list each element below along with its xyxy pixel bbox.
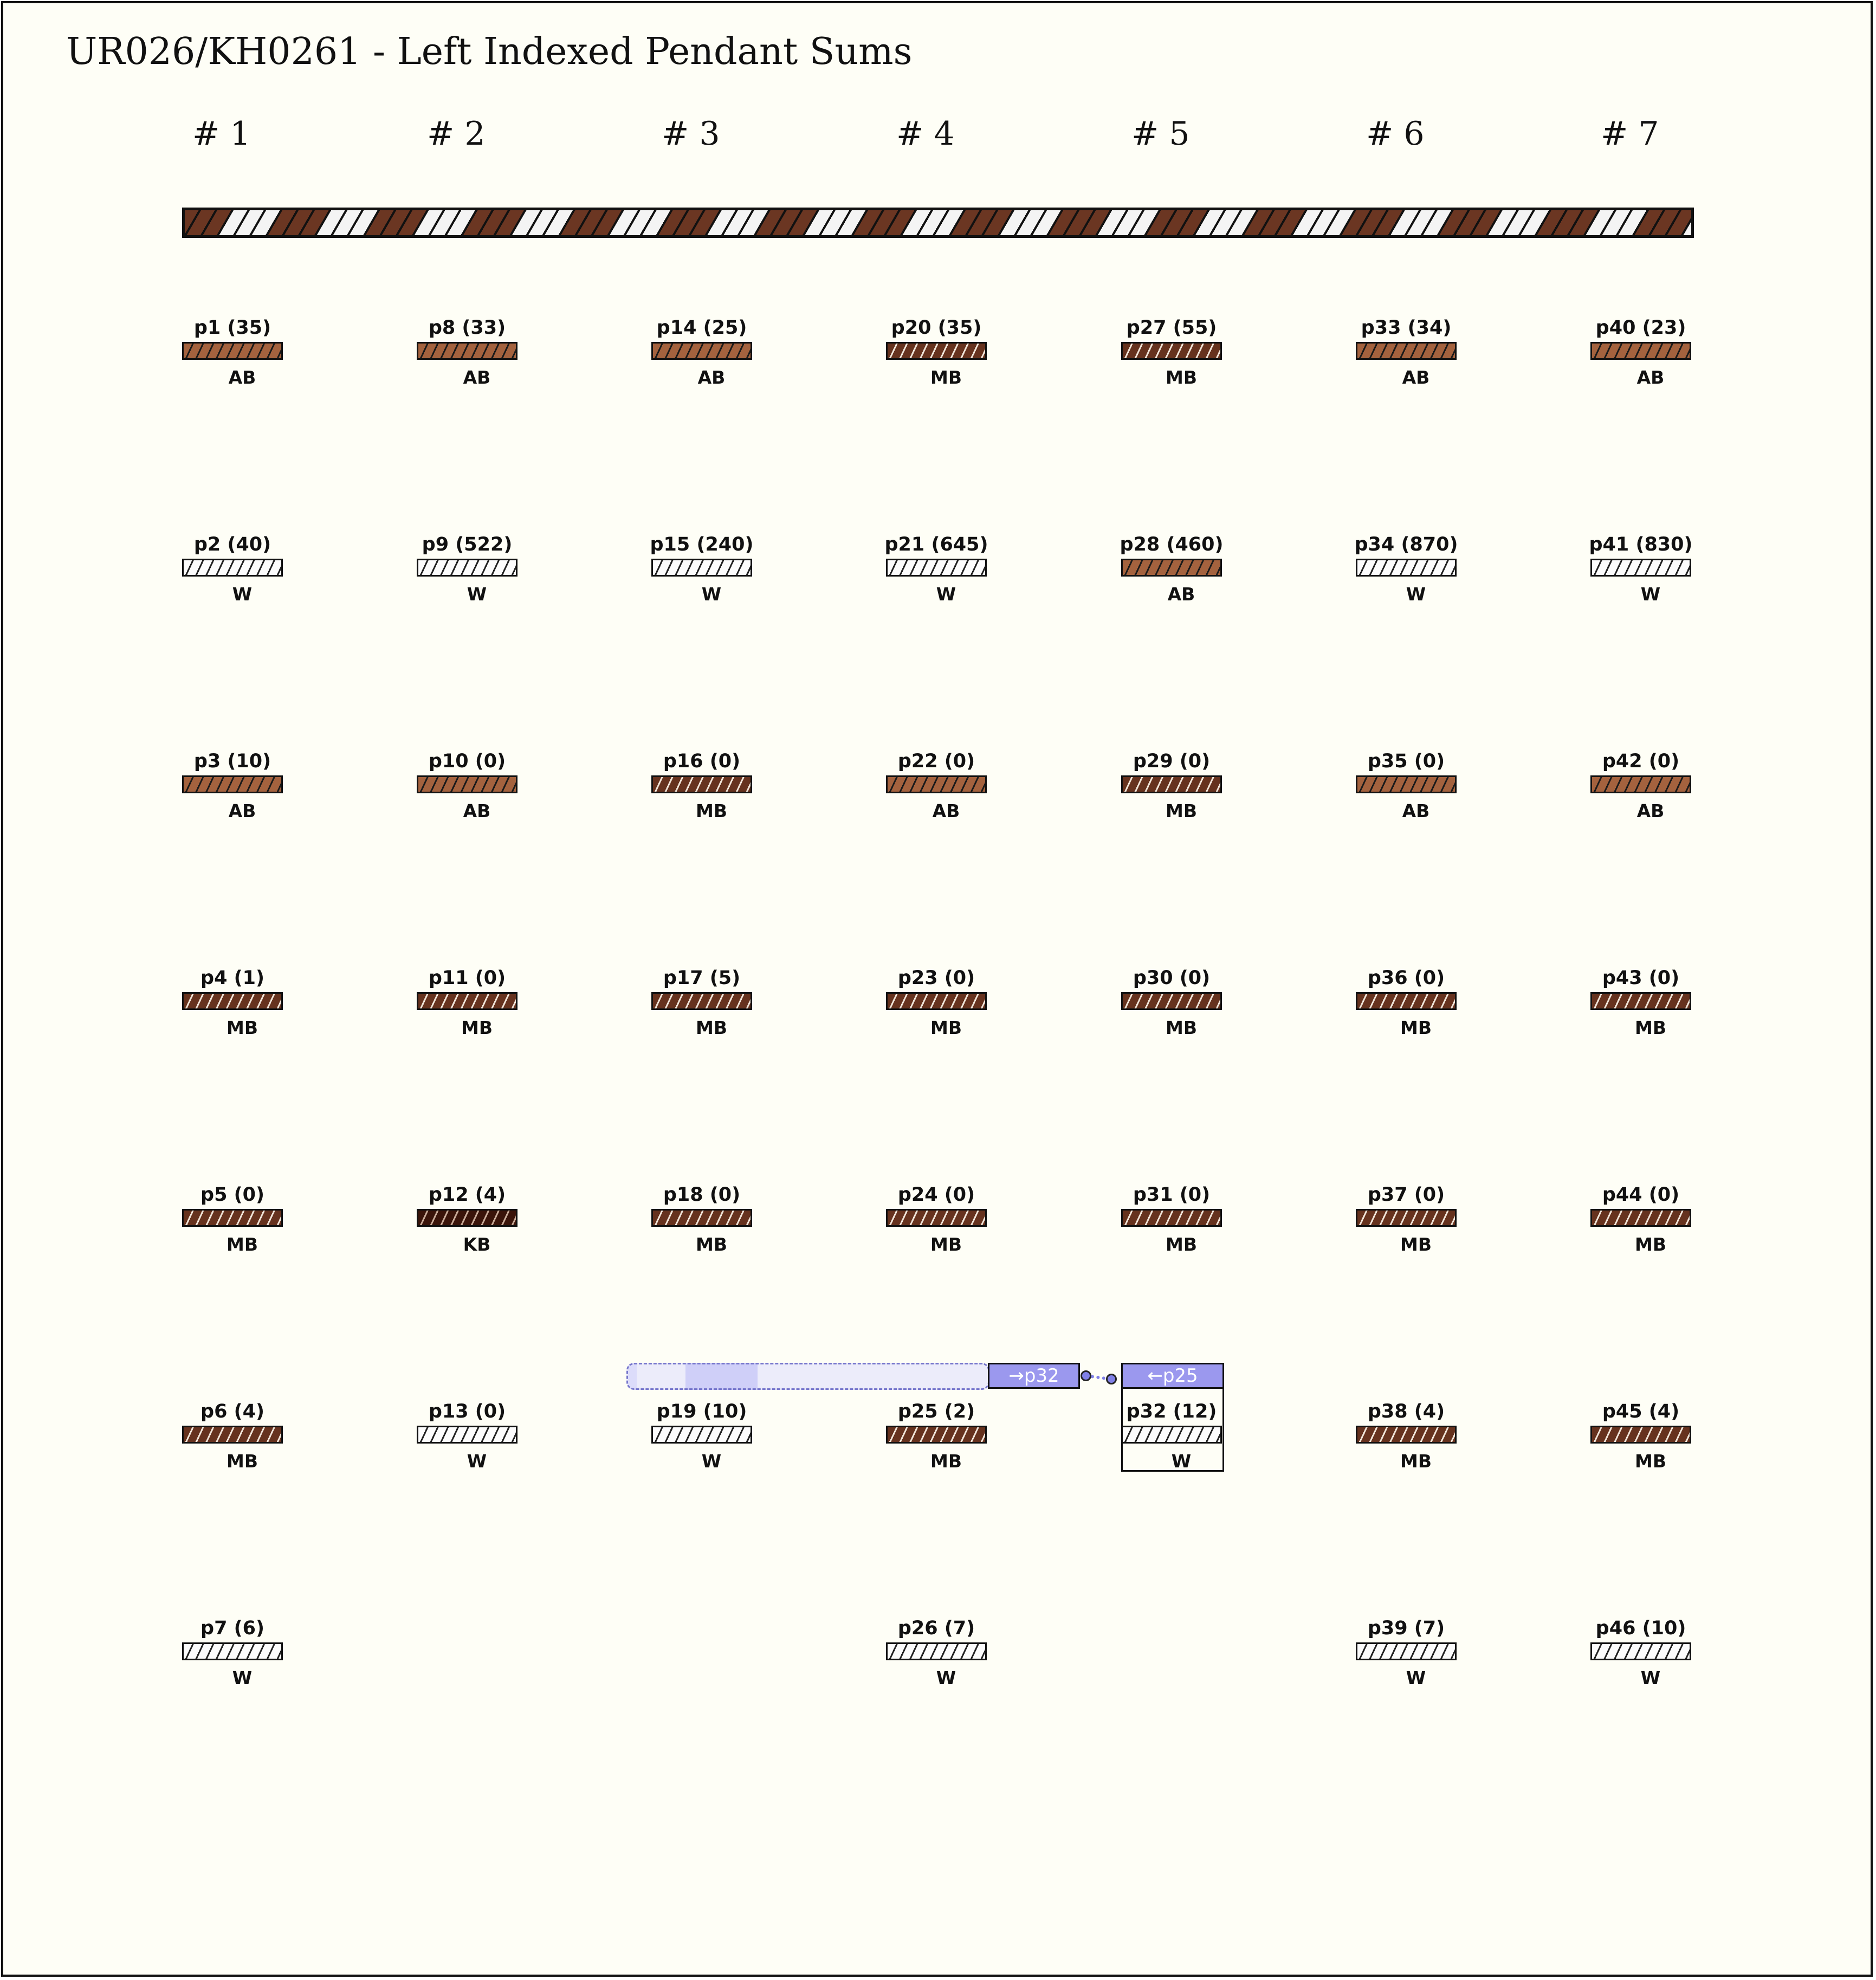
pendant-label[interactable]: p3 (10) xyxy=(193,750,271,772)
pendant-cord-mb[interactable] xyxy=(886,1209,987,1227)
pendant-cord-mb[interactable] xyxy=(886,1426,987,1444)
pendant-color-code: MB xyxy=(1400,1451,1432,1472)
pendant-label[interactable]: p25 (2) xyxy=(897,1401,975,1422)
pendant-color-code: MB xyxy=(696,1017,727,1038)
group-header: # 4 xyxy=(896,115,955,153)
pendant-color-code: AB xyxy=(1167,584,1195,605)
pendant-cord-mb[interactable] xyxy=(1590,992,1691,1010)
pendant-color-code: AB xyxy=(1402,367,1430,388)
pendant-label[interactable]: p14 (25) xyxy=(656,317,747,339)
pendant-sum-range-bar[interactable] xyxy=(626,1363,989,1390)
pendant-label[interactable]: p27 (55) xyxy=(1126,317,1217,339)
pendant-label[interactable]: p38 (4) xyxy=(1367,1401,1445,1422)
pendant-color-code: W xyxy=(701,1451,722,1472)
pendant-label[interactable]: p12 (4) xyxy=(428,1184,506,1206)
pendant-color-code: MB xyxy=(1635,1017,1666,1038)
pendant-label[interactable]: p39 (7) xyxy=(1367,1617,1445,1639)
pendant-label[interactable]: p7 (6) xyxy=(200,1617,264,1639)
pendant-cord-w[interactable] xyxy=(1356,1642,1457,1660)
group-header: # 2 xyxy=(427,115,486,153)
pendant-cord-ab[interactable] xyxy=(1356,775,1457,793)
pendant-color-code: W xyxy=(232,1667,253,1688)
pendant-color-code: AB xyxy=(228,367,256,388)
pendant-label[interactable]: p24 (0) xyxy=(897,1184,975,1206)
pendant-label[interactable]: p2 (40) xyxy=(193,534,271,555)
pendant-cord-mb[interactable] xyxy=(417,992,517,1010)
pendant-label[interactable]: p19 (10) xyxy=(656,1401,747,1422)
pendant-cord-w[interactable] xyxy=(651,559,752,577)
group-header: # 1 xyxy=(192,115,251,153)
pendant-cord-kb[interactable] xyxy=(417,1209,517,1227)
diagram-title: UR026/KH0261 - Left Indexed Pendant Sums xyxy=(66,30,913,73)
pendant-cord-ab[interactable] xyxy=(1590,775,1691,793)
pendant-cord-ab[interactable] xyxy=(1121,559,1222,577)
pendant-cord-mb[interactable] xyxy=(1121,992,1222,1010)
pendant-color-code: AB xyxy=(1636,367,1665,388)
pendant-label[interactable]: p41 (830) xyxy=(1589,534,1693,555)
pendant-cord-mb[interactable] xyxy=(1356,1209,1457,1227)
pendant-label[interactable]: p44 (0) xyxy=(1602,1184,1680,1206)
pendant-label[interactable]: p40 (23) xyxy=(1595,317,1686,339)
pendant-color-code: MB xyxy=(227,1451,258,1472)
pendant-color-code: W xyxy=(701,584,722,605)
pendant-label[interactable]: p5 (0) xyxy=(200,1184,264,1206)
pendant-color-code: MB xyxy=(1635,1451,1666,1472)
sum-target-tag[interactable]: →p32 xyxy=(988,1363,1080,1389)
pendant-color-code: MB xyxy=(930,1234,962,1255)
pendant-cord-ab[interactable] xyxy=(417,775,517,793)
pendant-label[interactable]: p9 (522) xyxy=(422,534,513,555)
pendant-color-code: W xyxy=(467,1451,487,1472)
pendant-cord-mb[interactable] xyxy=(651,1209,752,1227)
pendant-cord-mb[interactable] xyxy=(1590,1426,1691,1444)
pendant-color-code: W xyxy=(1171,1451,1192,1472)
pendant-color-code: MB xyxy=(930,367,962,388)
pendant-label[interactable]: p16 (0) xyxy=(663,750,741,772)
pendant-label[interactable]: p6 (4) xyxy=(200,1401,264,1422)
group-header: # 5 xyxy=(1131,115,1190,153)
pendant-cord-w[interactable] xyxy=(651,1426,752,1444)
pendant-color-code: W xyxy=(1640,1667,1661,1688)
pendant-cord-mb[interactable] xyxy=(886,342,987,360)
pendant-color-code: MB xyxy=(1166,1017,1197,1038)
pendant-color-code: W xyxy=(1406,584,1426,605)
pendant-label[interactable]: p33 (34) xyxy=(1361,317,1452,339)
pendant-color-code: MB xyxy=(1635,1234,1666,1255)
pendant-label[interactable]: p1 (35) xyxy=(193,317,271,339)
pendant-label[interactable]: p15 (240) xyxy=(650,534,754,555)
pendant-cord-mb[interactable] xyxy=(1356,992,1457,1010)
pendant-cord-mb[interactable] xyxy=(1590,1209,1691,1227)
pendant-color-code: MB xyxy=(227,1017,258,1038)
pendant-label[interactable]: p28 (460) xyxy=(1120,534,1224,555)
pendant-label[interactable]: p42 (0) xyxy=(1602,750,1680,772)
pendant-cord-mb[interactable] xyxy=(1356,1426,1457,1444)
pendant-label[interactable]: p22 (0) xyxy=(897,750,975,772)
pendant-label[interactable]: p29 (0) xyxy=(1133,750,1211,772)
pendant-label[interactable]: p35 (0) xyxy=(1367,750,1445,772)
pendant-label[interactable]: p37 (0) xyxy=(1367,1184,1445,1206)
pendant-cord-w[interactable] xyxy=(417,559,517,577)
pendant-cord-mb[interactable] xyxy=(182,1426,283,1444)
pendant-color-code: W xyxy=(1406,1667,1426,1688)
pendant-label[interactable]: p23 (0) xyxy=(897,967,975,989)
pendant-color-code: MB xyxy=(930,1451,962,1472)
pendant-cord-ab[interactable] xyxy=(1356,342,1457,360)
pendant-color-code: AB xyxy=(463,800,491,821)
pendant-cord-mb[interactable] xyxy=(1121,342,1222,360)
pendant-cord-mb[interactable] xyxy=(651,992,752,1010)
pendant-color-code: W xyxy=(1640,584,1661,605)
pendant-cord-ab[interactable] xyxy=(182,342,283,360)
pendant-label[interactable]: p21 (645) xyxy=(884,534,988,555)
pendant-color-code: AB xyxy=(1402,800,1430,821)
pendant-label[interactable]: p32 (12) xyxy=(1126,1401,1217,1422)
pendant-label[interactable]: p10 (0) xyxy=(428,750,506,772)
pendant-color-code: AB xyxy=(932,800,960,821)
pendant-label[interactable]: p36 (0) xyxy=(1367,967,1445,989)
pendant-color-code: MB xyxy=(1400,1017,1432,1038)
pendant-color-code: MB xyxy=(227,1234,258,1255)
group-header: # 6 xyxy=(1366,115,1425,153)
link-start-dot xyxy=(1081,1370,1091,1381)
pendant-color-code: MB xyxy=(1166,800,1197,821)
pendant-label[interactable]: p20 (35) xyxy=(891,317,982,339)
pendant-cord-ab[interactable] xyxy=(886,775,987,793)
pendant-label[interactable]: p46 (10) xyxy=(1595,1617,1686,1639)
pendant-label[interactable]: p18 (0) xyxy=(663,1184,741,1206)
pendant-cord-mb[interactable] xyxy=(1121,775,1222,793)
pendant-cord-w[interactable] xyxy=(1121,1426,1222,1444)
pendant-cord-w[interactable] xyxy=(1590,559,1691,577)
pendant-label[interactable]: p45 (4) xyxy=(1602,1401,1680,1422)
pendant-color-code: W xyxy=(936,584,956,605)
pendant-color-code: MB xyxy=(1166,367,1197,388)
pendant-cord-ab[interactable] xyxy=(1590,342,1691,360)
pendant-label[interactable]: p11 (0) xyxy=(428,967,506,989)
pendant-label[interactable]: p34 (870) xyxy=(1354,534,1458,555)
link-end-dot xyxy=(1106,1374,1117,1384)
pendant-color-code: W xyxy=(936,1667,956,1688)
pendant-color-code: AB xyxy=(697,367,726,388)
pendant-cord-w[interactable] xyxy=(417,1426,517,1444)
pendant-cord-ab[interactable] xyxy=(651,342,752,360)
pendant-color-code: MB xyxy=(696,1234,727,1255)
pendant-cord-w[interactable] xyxy=(182,559,283,577)
pendant-color-code: KB xyxy=(463,1234,491,1255)
pendant-color-code: W xyxy=(232,584,253,605)
group-header: # 7 xyxy=(1601,115,1659,153)
pendant-label[interactable]: p8 (33) xyxy=(428,317,506,339)
pendant-cord-w[interactable] xyxy=(182,1642,283,1660)
pendant-cord-ab[interactable] xyxy=(182,775,283,793)
pendant-cord-mb[interactable] xyxy=(886,992,987,1010)
pendant-cord-mb[interactable] xyxy=(182,992,283,1010)
pendant-cord-w[interactable] xyxy=(1590,1642,1691,1660)
pendant-color-code: AB xyxy=(463,367,491,388)
pendant-color-code: MB xyxy=(696,800,727,821)
pendant-cord-ab[interactable] xyxy=(417,342,517,360)
pendant-cord-mb[interactable] xyxy=(1121,1209,1222,1227)
pendant-label[interactable]: p4 (1) xyxy=(200,967,264,989)
pendant-label[interactable]: p43 (0) xyxy=(1602,967,1680,989)
pendant-label[interactable]: p31 (0) xyxy=(1133,1184,1211,1206)
pendant-label[interactable]: p13 (0) xyxy=(428,1401,506,1422)
pendant-label[interactable]: p26 (7) xyxy=(897,1617,975,1639)
pendant-color-code: MB xyxy=(1400,1234,1432,1255)
pendant-cord-w[interactable] xyxy=(1356,559,1457,577)
pendant-color-code: AB xyxy=(1636,800,1665,821)
pendant-cord-mb[interactable] xyxy=(651,775,752,793)
pendant-color-code: MB xyxy=(930,1017,962,1038)
group-header: # 3 xyxy=(662,115,720,153)
pendant-label[interactable]: p30 (0) xyxy=(1133,967,1211,989)
pendant-cord-mb[interactable] xyxy=(182,1209,283,1227)
pendant-color-code: MB xyxy=(461,1017,493,1038)
sum-source-tag[interactable]: ←p25 xyxy=(1121,1363,1224,1389)
pendant-label[interactable]: p17 (5) xyxy=(663,967,741,989)
pendant-color-code: W xyxy=(467,584,487,605)
pendant-cord-w[interactable] xyxy=(886,1642,987,1660)
main-cord xyxy=(182,208,1694,238)
pendant-color-code: MB xyxy=(1166,1234,1197,1255)
pendant-cord-w[interactable] xyxy=(886,559,987,577)
pendant-color-code: AB xyxy=(228,800,256,821)
